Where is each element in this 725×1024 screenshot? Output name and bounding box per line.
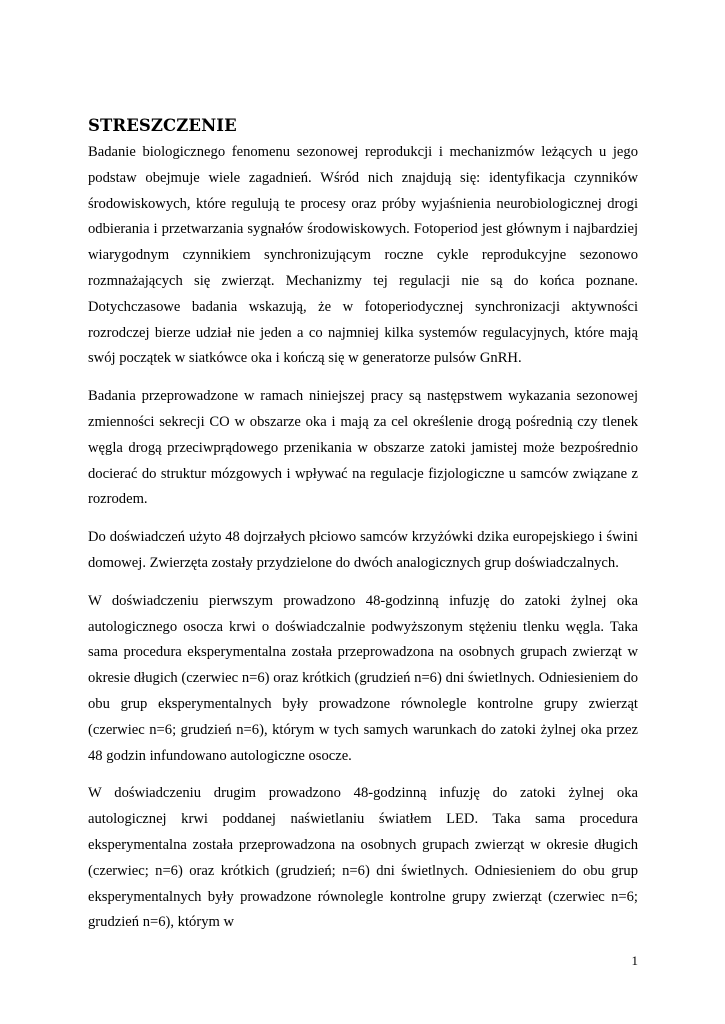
page-number: 1 [631,953,638,968]
paragraph-experiment-two: W doświadczeniu drugim prowadzono 48-godzinną infuzję do zatoki żylnej oka autologicznej krwi poddanej naświetlaniu światłem LED. Taka sama procedura eksperymentalna została przeprowadzona na osobnych grupach zwierząt w okresie długich (czerwiec; n=6) oraz krótkich (grudzień; n=6) dni świetlnych. Odniesieniem do obu grup eksperymentalnych były prowadzone równolegle kontrolne grupy zwierząt (czerwiec n=6; grudzień n=6), którym w [88,785,638,931]
document-body [88,114,638,948]
paragraph-aims: Badania przeprowadzone w ramach niniejszej pracy są następstwem wykazania sezonowej zmienności sekrecji CO w obszarze oka i mają za cel określenie drogą pośrednią czy tlenek węgla drogą przeciwprądowego przenikania w obszarze zatoki jamistej może bezpośrednio docierać do struktur mózgowych i wpływać na regulacje fizjologiczne u samców związane z rozrodem. [88,388,638,508]
paragraph-animals: Do doświadczeń użyto 48 dojrzałych płciowo samców krzyżówki dzika europejskiego i świni domowej. Zwierzęta zostały przydzielone do dwóch analogicznych grup doświadczalnych. [88,529,638,571]
paragraph-experiment-one: W doświadczeniu pierwszym prowadzono 48-godzinną infuzję do zatoki żylnej oka autologicznego osocza krwi o doświadczalnie podwyższonym stężeniu tlenku węgla. Taka sama procedura eksperymentalna została przeprowadzona na osobnych grupach zwierząt w okresie długich (czerwiec n=6) oraz krótkich (grudzień n=6) dni świetlnych. Odniesieniem do obu grup eksperymentalnych były prowadzone równolegle kontrolne grupy zwierząt (czerwiec n=6; grudzień n=6), którym w tych samych warunkach do zatoki żylnej oka przez 48 godzin infundowano autologiczne osocze. [88,592,638,764]
section-heading: STRESZCZENIE [88,116,237,135]
paragraph-intro: Badanie biologicznego fenomenu sezonowej reprodukcji i mechanizmów leżących u jego podstaw obejmuje wiele zagadnień. Wśród nich znajdują się: identyfikacja czynników środowiskowych, które regulują te procesy oraz próby wyjaśnienia neurobiologicznej drogi odbierania i przetwarzania sygnałów środowiskowych. Fotoperiod jest głównym i najbardziej wiarygodnym czynnikiem synchronizującym roczne cykle reprodukcyjne sezonowo rozmnażających się zwierząt. Mechanizmy tej regulacji nie są do końca poznane. Dotychczasowe badania wskazują, że w fotoperiodycznej synchronizacji aktywności rozrodczej bierze udział nie jeden a co najmniej kilka systemów regulacyjnych, które mają swój początek w siatkówce oka i kończą się w generatorze pulsów GnRH. [88,144,638,367]
